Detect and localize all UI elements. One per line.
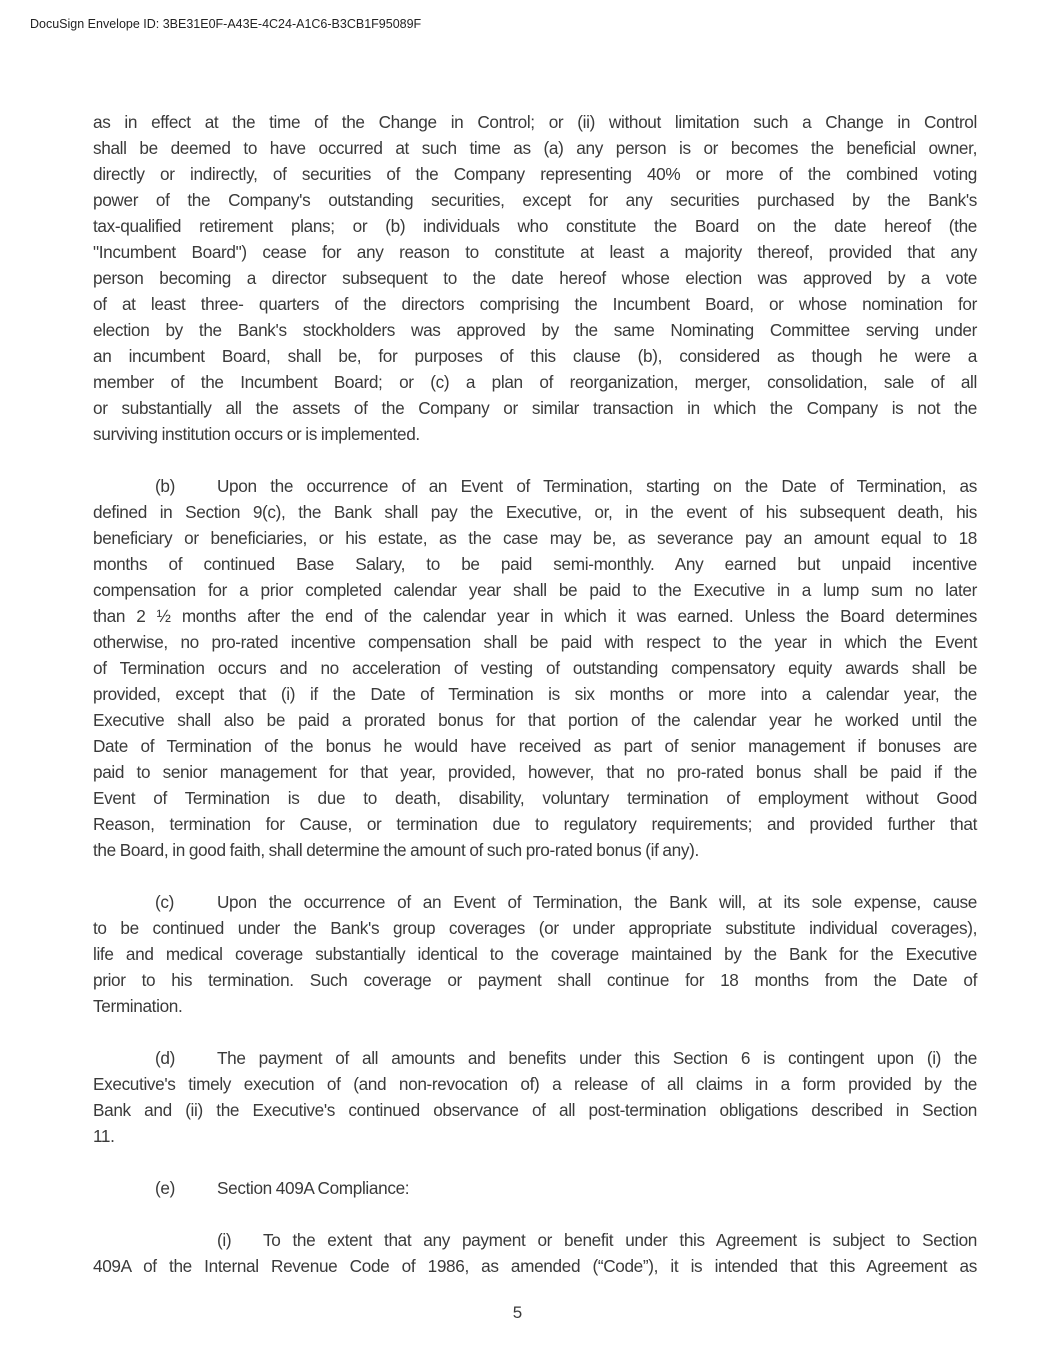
text-line: shall be deemed to have occurred at such time as (a) any person is or becomes the beneficial owner, bbox=[93, 138, 977, 158]
text-line: defined in Section 9(c), the Bank shall pay the Executive, or, in the event of his subsequent death, his bbox=[93, 502, 977, 522]
text-line: power of the Company's outstanding securities, except for any securities purchased by the Bank's bbox=[93, 190, 977, 210]
paragraph-d-release-contingency bbox=[93, 1045, 977, 1149]
text-line-content: The payment of all amounts and benefits under this Section 6 is contingent upon (i) the bbox=[217, 1048, 977, 1068]
paragraph-c-coverage bbox=[93, 889, 977, 1019]
clause-label-e: (e) bbox=[155, 1178, 175, 1198]
paragraph-spacer bbox=[93, 1149, 977, 1175]
text-line: or substantially all the assets of the Company or similar transaction in which the Company is not the bbox=[93, 398, 977, 418]
text-line: prior to his termination. Such coverage or payment shall continue for 18 months from the Date of bbox=[93, 970, 977, 990]
text-line: Date of Termination of the bonus he would have received as part of senior management if bonuses are bbox=[93, 736, 977, 756]
text-line: an incumbent Board, shall be, for purposes of this clause (b), considered as though he were a bbox=[93, 346, 977, 366]
text-line: "Incumbent Board") cease for any reason to constitute at least a majority thereof, provided that any bbox=[93, 242, 977, 262]
text-line: otherwise, no pro-rated incentive compensation shall be paid with respect to the year in which the Event bbox=[93, 632, 977, 652]
text-line bbox=[93, 473, 977, 499]
paragraph-b-severance-pay bbox=[93, 473, 977, 863]
text-line: to be continued under the Bank's group coverages (or under appropriate substitute individual coverages), bbox=[93, 918, 977, 938]
text-line: Termination. bbox=[93, 996, 183, 1016]
paragraph-spacer bbox=[93, 447, 977, 473]
text-line-content: To the extent that any payment or benefit under this Agreement is subject to Section bbox=[263, 1230, 977, 1250]
text-line: 409A of the Internal Revenue Code of 1986, as amended (“Code”), it is intended that this Agreement as bbox=[93, 1256, 977, 1276]
text-line: election by the Bank's stockholders was approved by the same Nominating Committee serving under bbox=[93, 320, 977, 340]
text-line-content: Upon the occurrence of an Event of Termination, starting on the Date of Termination, as bbox=[217, 476, 977, 496]
page-number: 5 bbox=[512, 1303, 523, 1322]
text-line: tax-qualified retirement plans; or (b) individuals who constitute the Board on the date hereof (the bbox=[93, 216, 977, 236]
text-line bbox=[93, 1045, 977, 1071]
text-line: life and medical coverage substantially identical to the coverage maintained by the Bank for the Executive bbox=[93, 944, 977, 964]
text-line: Bank and (ii) the Executive's continued observance of all post-termination obligations described in Section bbox=[93, 1100, 977, 1120]
text-line: as in effect at the time of the Change in Control; or (ii) without limitation such a Change in Control bbox=[93, 112, 977, 132]
text-line bbox=[93, 1227, 977, 1253]
clause-label-c: (c) bbox=[155, 892, 174, 912]
text-line: months of continued Base Salary, to be paid semi-monthly. Any earned but unpaid incentive bbox=[93, 554, 977, 574]
paragraph-e-409a-heading bbox=[93, 1175, 977, 1201]
text-line-content: Upon the occurrence of an Event of Termination, the Bank will, at its sole expense, cause bbox=[217, 892, 977, 912]
text-line: 11. bbox=[93, 1126, 115, 1146]
text-line: Executive's timely execution of (and non-revocation of) a release of all claims in a form provided by the bbox=[93, 1074, 977, 1094]
text-line: Reason, termination for Cause, or termination due to regulatory requirements; and provided further that bbox=[93, 814, 977, 834]
text-line: compensation for a prior completed calendar year shall be paid to the Executive in a lump sum no later bbox=[93, 580, 977, 600]
text-line: Executive shall also be paid a prorated bonus for that portion of the calendar year he worked until the bbox=[93, 710, 977, 730]
text-line: the Board, in good faith, shall determine the amount of such pro-rated bonus (if any). bbox=[93, 840, 699, 860]
paragraph-spacer bbox=[93, 863, 977, 889]
paragraph-e-i-409a bbox=[93, 1227, 977, 1279]
docusign-envelope-id: DocuSign Envelope ID: 3BE31E0F-A43E-4C24-A1C6-B3CB1F95089F bbox=[30, 17, 422, 31]
text-line: beneficiary or beneficiaries, or his estate, as the case may be, as severance pay an amount equal to 18 bbox=[93, 528, 977, 548]
text-line: provided, except that (i) if the Date of Termination is six months or more into a calendar year, the bbox=[93, 684, 977, 704]
text-line: person becoming a director subsequent to the date hereof whose election was approved by a vote bbox=[93, 268, 977, 288]
text-line bbox=[93, 1175, 977, 1201]
document-body bbox=[93, 109, 977, 1279]
paragraph-spacer bbox=[93, 1019, 977, 1045]
text-line bbox=[93, 889, 977, 915]
text-line: surviving institution occurs or is implemented. bbox=[93, 424, 420, 444]
paragraph-change-in-control-continued bbox=[93, 109, 977, 447]
text-line: than 2 ½ months after the end of the calendar year in which it was earned. Unless the Board determines bbox=[93, 606, 977, 626]
section-heading: Section 409A Compliance: bbox=[217, 1178, 410, 1198]
text-line: paid to senior management for that year, provided, however, that no pro-rated bonus shall be paid if the bbox=[93, 762, 977, 782]
text-line: of at least three- quarters of the directors comprising the Incumbent Board, or whose nomination for bbox=[93, 294, 977, 314]
clause-label-d: (d) bbox=[155, 1048, 175, 1068]
text-line: of Termination occurs and no acceleration of vesting of outstanding compensatory equity awards shall be bbox=[93, 658, 977, 678]
clause-label-b: (b) bbox=[155, 476, 175, 496]
paragraph-spacer bbox=[93, 1201, 977, 1227]
text-line: directly or indirectly, of securities of the Company representing 40% or more of the combined voting bbox=[93, 164, 977, 184]
text-line: Event of Termination is due to death, disability, voluntary termination of employment without Good bbox=[93, 788, 977, 808]
text-line: member of the Incumbent Board; or (c) a plan of reorganization, merger, consolidation, sale of all bbox=[93, 372, 977, 392]
clause-label-i: (i) bbox=[217, 1230, 232, 1250]
